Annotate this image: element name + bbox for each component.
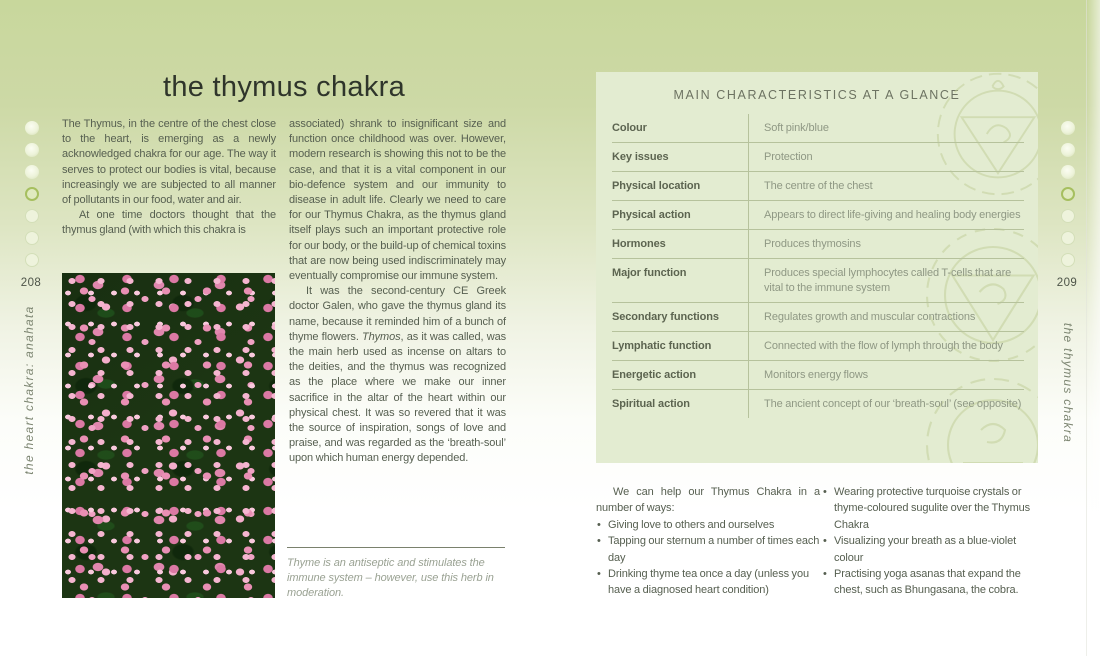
chakra-dot-active xyxy=(1061,187,1075,201)
list-item: • Drinking thyme tea once a day (unless you have a diagnosed heart condition) xyxy=(596,566,820,599)
list-item: • Wearing protective turquoise crystals or thyme-coloured sugulite over the Thymus Chakra xyxy=(822,484,1038,533)
list-item: • Giving love to others and ourselves xyxy=(596,517,820,533)
chakra-dot xyxy=(1061,253,1075,267)
chakra-dot xyxy=(1061,231,1075,245)
paragraph-segment: It was the second-century CE Greek doctor Galen, who gave the thymus gland its name, because it reminded him of a bunch of thyme flowers. xyxy=(289,285,506,343)
table-row xyxy=(612,114,1024,142)
chakra-dot xyxy=(25,209,39,223)
photo-caption: Thyme is an antiseptic and stimulates the immune system – however, use this herb in moderation. xyxy=(287,557,494,599)
table-row xyxy=(612,302,1024,331)
page-title: the thymus chakra xyxy=(162,71,406,104)
row-value: Protection xyxy=(748,143,1024,171)
help-intro: We can help our Thymus Chakra in a number of ways: xyxy=(596,486,820,515)
list-item: • Practising yoga asanas that expand the chest, such as Bhungasana, the cobra. xyxy=(822,566,1038,599)
chakra-dot xyxy=(25,165,39,179)
spine-label-left: the heart chakra: anahata xyxy=(22,305,36,475)
chakra-dot-column-right xyxy=(1061,121,1075,267)
italic-term: Thymos xyxy=(362,330,401,343)
body-paragraph: The Thymus, in the centre of the chest close to the heart, is emerging as a newly acknowledged chakra for our age. The way it serves to protect our bodies is vital, because increasingly we are subjected to all manner of pollutants in our food, water and air. xyxy=(62,118,276,207)
row-label: Key issues xyxy=(612,151,669,163)
table-row xyxy=(612,229,1024,258)
row-value: The ancient concept of our ‘breath-soul’ (see opposite) xyxy=(748,390,1024,418)
body-column-2 xyxy=(289,117,506,467)
help-list-2 xyxy=(822,484,1038,599)
row-value: The centre of the chest xyxy=(748,172,1024,200)
row-label: Hormones xyxy=(612,238,666,250)
chakra-dot xyxy=(1061,209,1075,223)
list-item: • Tapping our sternum a number of times each day xyxy=(596,533,820,566)
spine-label-right: the thymus chakra xyxy=(1061,322,1075,444)
page-number-right: 209 xyxy=(1056,277,1078,289)
chakra-dot xyxy=(25,143,39,157)
thyme-flowers-photo xyxy=(62,273,275,598)
help-section xyxy=(596,484,1038,599)
row-label: Physical location xyxy=(612,180,701,192)
table-row xyxy=(612,171,1024,200)
list-item: • Visualizing your breath as a blue-violet colour xyxy=(822,533,1038,566)
help-list-1 xyxy=(596,517,820,599)
row-value: Appears to direct life-giving and healing body energies xyxy=(748,201,1024,229)
table-row xyxy=(612,142,1024,171)
table-row xyxy=(612,258,1024,302)
chakra-dot xyxy=(25,231,39,245)
body-paragraph: associated) shrank to insignificant size and function once childhood was over. However, modern research is showing this not to be the case, and that it is a vital component in our bio-defence system and our immunity to disease in adult life. Clearly we need to care for our Thymus Chakra, as the thymus gland itself plays such an important protective role for our body, or the build-up of chemical toxins that are now being used indiscriminately may eventually compromise our immune system. xyxy=(289,118,506,283)
table-row xyxy=(612,360,1024,389)
chakra-dot xyxy=(25,253,39,267)
chakra-dot xyxy=(1061,165,1075,179)
row-label: Colour xyxy=(612,122,647,134)
body-column-1 xyxy=(62,117,276,239)
chakra-dot-column-left xyxy=(25,121,39,267)
characteristics-table xyxy=(612,114,1024,418)
chakra-dot xyxy=(25,121,39,135)
row-value: Produces special lymphocytes called T-cells that are vital to the immune system xyxy=(748,259,1024,302)
chakra-dot xyxy=(1061,121,1075,135)
characteristics-panel xyxy=(596,72,1038,463)
row-value: Monitors energy flows xyxy=(748,361,1024,389)
row-label: Physical action xyxy=(612,209,691,221)
row-value: Soft pink/blue xyxy=(748,114,1024,142)
page-edge-shading xyxy=(1086,0,1100,656)
row-label: Major function xyxy=(612,267,687,279)
chakra-dot xyxy=(1061,143,1075,157)
table-row xyxy=(612,200,1024,229)
row-label: Lymphatic function xyxy=(612,340,712,352)
table-row xyxy=(612,331,1024,360)
help-column-2 xyxy=(822,484,1038,599)
row-value: Connected with the flow of lymph through the body xyxy=(748,332,1024,360)
chakra-dot-active xyxy=(25,187,39,201)
row-label: Secondary functions xyxy=(612,311,719,323)
row-label: Energetic action xyxy=(612,369,696,381)
body-paragraph xyxy=(289,284,506,466)
row-value: Regulates growth and muscular contractions xyxy=(748,303,1024,331)
help-column-1 xyxy=(596,484,820,599)
row-value: Produces thymosins xyxy=(748,230,1024,258)
characteristics-title: MAIN CHARACTERISTICS AT A GLANCE xyxy=(673,88,961,102)
table-row xyxy=(612,389,1024,418)
page-number-left: 208 xyxy=(20,277,42,289)
caption-divider xyxy=(287,547,505,548)
paragraph-segment: , as it was called, was the main herb used as incense on altars to the deities, and the thymus was recognized as the place where we make our inner sacrifice in the altar of the heart within our physical chest. It was so revered that it was the source of inspiration, songs of love and praise, and was regarded as the ‘breath-soul’ upon which human energy depended. xyxy=(289,330,506,465)
row-label: Spiritual action xyxy=(612,398,690,410)
body-paragraph: At one time doctors thought that the thymus gland (with which this chakra is xyxy=(62,209,276,237)
